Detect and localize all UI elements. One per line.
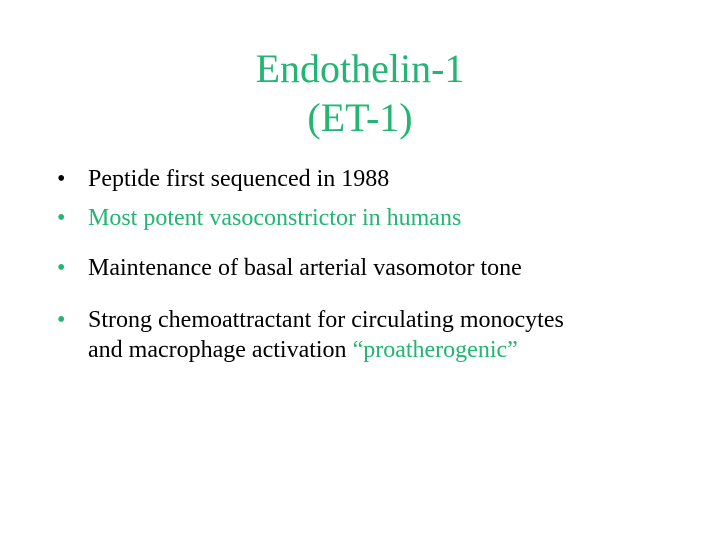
- bullet-text-1: Peptide first sequenced in 1988: [88, 166, 390, 192]
- proatherogenic-term: “proatherogenic”: [352, 337, 518, 363]
- bullet-text-2: Most potent vasoconstrictor in humans: [88, 205, 462, 231]
- bullet-marker-3: •: [57, 255, 66, 281]
- slide-subtitle: [0, 94, 720, 142]
- title-line-2: (ET-1): [307, 95, 413, 140]
- bullet-text-3: Maintenance of basal arterial vasomotor tone: [88, 255, 522, 281]
- bullet-item-3: [57, 253, 697, 283]
- bullet-marker-2: •: [57, 205, 66, 231]
- bullet-text-4: [88, 305, 697, 365]
- slide-title: [0, 45, 720, 93]
- bullet-marker-4: •: [57, 307, 66, 333]
- bullet-text-4-line-2: and macrophage activation: [88, 337, 353, 363]
- bullet-text-4-line-1: Strong chemoattractant for circulating monocytes: [88, 307, 564, 333]
- title-line-1: Endothelin-1: [255, 46, 465, 91]
- bullet-marker-1: •: [57, 166, 66, 192]
- bullet-item-4: [57, 305, 697, 365]
- bullet-item-2: [57, 203, 697, 233]
- bullet-item-1: [57, 164, 697, 194]
